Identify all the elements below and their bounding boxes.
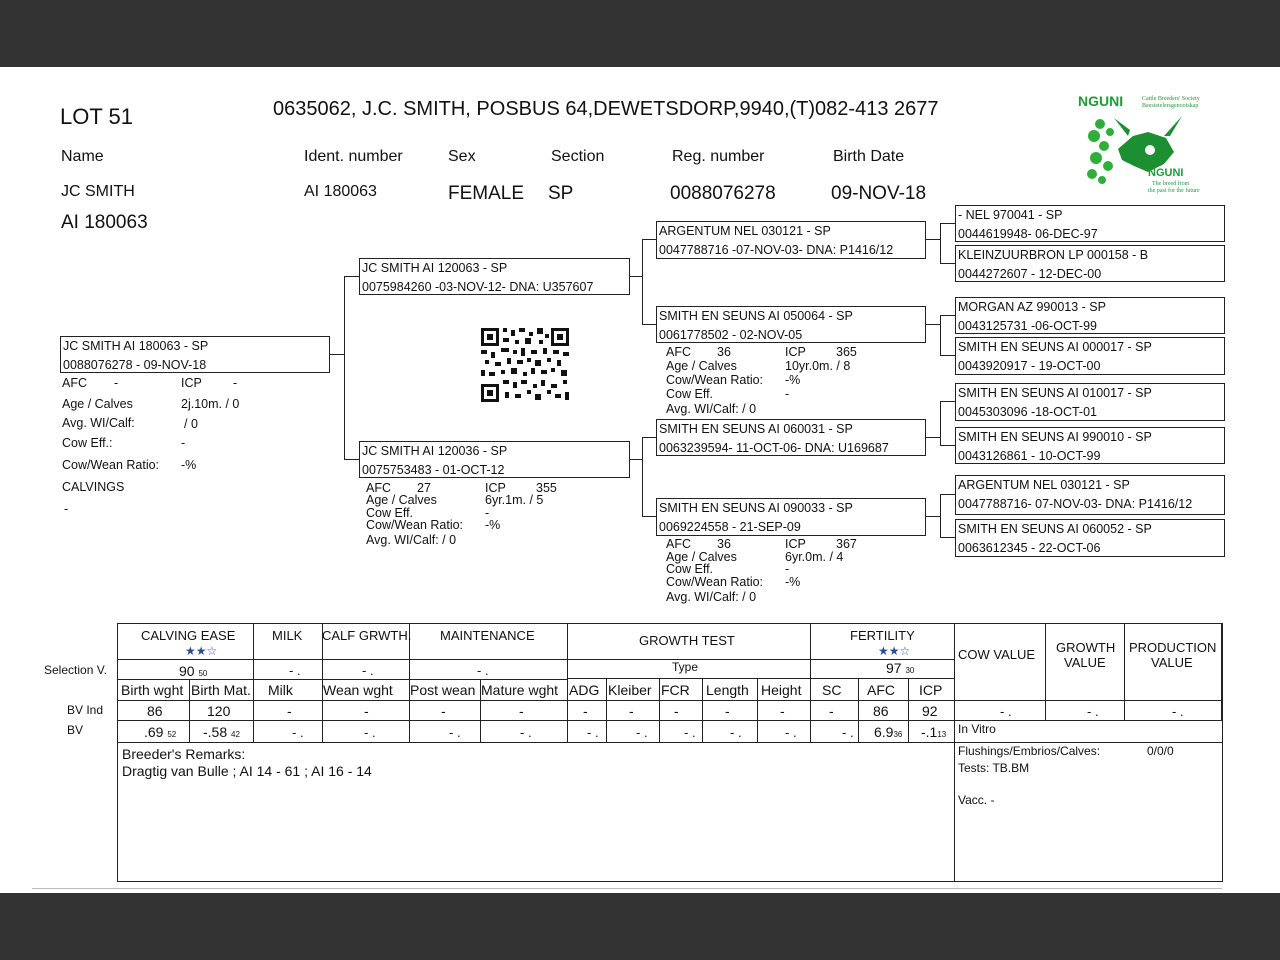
bottom-bar [0, 893, 1280, 960]
group-calving-ease: CALVING EASE [141, 628, 236, 643]
row-label-selection: Selection V. [44, 663, 107, 677]
col-mature-wght: Mature wght [481, 682, 559, 698]
group-growth-test: GROWTH TEST [639, 633, 735, 648]
qr-code [481, 328, 569, 402]
ggp-box: SMITH EN SEUNS AI 000017 - SP 0043920917 - 19-OCT-00 [955, 337, 1225, 375]
vacc-text: Vacc. - [958, 793, 995, 807]
remarks-text: Dragtig van Bulle ; AI 14 - 61 ; AI 16 - 14 [122, 763, 372, 779]
animal-box: JC SMITH AI 180063 - SP 0088076278 - 09-NOV-18 [60, 336, 330, 373]
nguni-logo [1078, 94, 1213, 194]
ind-mature: - [519, 703, 524, 719]
sel-maint: - . [477, 663, 489, 678]
bv-birth-mat: -.58 42 [203, 724, 240, 740]
page-rule [32, 888, 1222, 889]
bv-post-wean: - . [449, 725, 461, 740]
ggp-box: MORGAN AZ 990013 - SP 0043125731 -06-OCT-99 [955, 297, 1225, 334]
ggp-box: SMITH EN SEUNS AI 010017 - SP 0045303096 -18-OCT-01 [955, 383, 1225, 421]
group-maintenance: MAINTENANCE [440, 628, 535, 643]
sel-calving: 90 50 [179, 663, 208, 679]
ind-height: - [780, 703, 785, 719]
col-sc: SC [822, 682, 842, 698]
label-reg: Reg. number [672, 148, 765, 165]
col-birth-mat: Birth Mat. [191, 682, 251, 698]
ind-birth-wght: 86 [147, 703, 163, 719]
ggp-box: SMITH EN SEUNS AI 060052 - SP 0063612345 - 22-OCT-06 [955, 519, 1225, 557]
group-growth-value: GROWTH [1056, 640, 1116, 655]
gp-sire-sire: ARGENTUM NEL 030121 - SP 0047788716 -07-NOV-03- DNA: P1416/12 [656, 221, 926, 259]
bv-mature: - . [520, 725, 532, 740]
ind-production-value: - . [1172, 704, 1184, 719]
label-sex: Sex [448, 148, 476, 165]
sel-fert: 97 30 [886, 660, 915, 676]
ind-sc: - [829, 703, 834, 719]
remarks-label: Breeder's Remarks: [122, 746, 246, 762]
fertility-stars: ★★☆ [878, 644, 911, 658]
value-reg: 0088076278 [670, 183, 776, 204]
ind-kleiber: - [629, 703, 634, 719]
lot-number: LOT 51 [60, 104, 133, 129]
label-ident: Ident. number [304, 148, 403, 165]
dam-box: JC SMITH AI 120036 - SP 0075753483 - 01-OCT-12 [359, 441, 630, 478]
tests-text: Tests: TB.BM [958, 761, 1030, 775]
col-birth-wght: Birth wght [121, 682, 184, 698]
svg-text:Cattle Breeders' Society: Cattle Breeders' Society [1142, 96, 1200, 102]
gp-dam-dam: SMITH EN SEUNS AI 090033 - SP 0069224558 - 21-SEP-09 [656, 498, 926, 536]
svg-text:Beestetelersgenootskap: Beestetelersgenootskap [1142, 103, 1199, 109]
col-milk: Milk [268, 682, 293, 698]
col-wean-wght: Wean wght [323, 682, 393, 698]
bv-birth-wght: .69 52 [144, 724, 177, 740]
group-cow-value: COW VALUE [958, 647, 1036, 662]
ggp-box: SMITH EN SEUNS AI 990010 - SP 0043126861 - 10-OCT-99 [955, 427, 1225, 464]
sire-box: JC SMITH AI 120063 - SP 0075984260 -03-NOV-12- DNA: U357607 [359, 258, 630, 295]
bv-length: - . [730, 725, 742, 740]
ind-cow-value: - . [1000, 704, 1012, 719]
bv-milk: - . [292, 725, 304, 740]
value-name2: AI 180063 [61, 212, 148, 233]
ind-fcr: - [674, 703, 679, 719]
logo-word: NGUNI [1148, 167, 1184, 179]
group-calf-growth: CALF GRWTH. [322, 628, 412, 643]
logo-title: NGUNI [1078, 94, 1124, 109]
value-birth: 09-NOV-18 [831, 183, 927, 204]
sel-milk: - . [289, 663, 301, 678]
flushings-label: Flushings/Embrios/Calves: [958, 744, 1101, 758]
group-milk: MILK [272, 628, 303, 643]
value-section: SP [548, 183, 574, 204]
ggp-box: ARGENTUM NEL 030121 - SP 0047788716- 07-NOV-03- DNA: P1416/12 [955, 475, 1225, 515]
ggp-box: KLEINZUURBRON LP 000158 - B 0044272607 - 12-DEC-00 [955, 245, 1225, 282]
label-birth: Birth Date [833, 148, 905, 165]
ind-afc: 86 [873, 703, 889, 719]
col-length: Length [706, 682, 749, 698]
ind-post-wean: - [441, 703, 446, 719]
bv-wean: - . [364, 725, 376, 740]
col-height: Height [761, 682, 802, 698]
gp-dam-sire: SMITH EN SEUNS AI 060031 - SP 0063239594- 11-OCT-06- DNA: U169687 [656, 419, 926, 456]
value-name: JC SMITH [61, 183, 135, 200]
bv-adg: - . [587, 725, 599, 740]
col-fcr: FCR [661, 682, 690, 698]
bv-kleiber: - . [636, 725, 648, 740]
top-bar [0, 0, 1280, 67]
gp-sire-dam: SMITH EN SEUNS AI 050064 - SP 0061778502 - 02-NOV-05 [656, 306, 926, 343]
row-label-bv: BV [67, 723, 84, 737]
flushings-value: 0/0/0 [1147, 744, 1174, 758]
value-ident: AI 180063 [304, 183, 377, 200]
value-sex: FEMALE [448, 183, 525, 204]
col-adg: ADG [569, 682, 600, 698]
bv-height: - . [785, 725, 797, 740]
breeder-line: 0635062, J.C. SMITH, POSBUS 64,DEWETSDORP,9940,(T)082-413 2677 [273, 98, 939, 120]
svg-text:The breed from: The breed from [1152, 181, 1190, 187]
group-growth-value-2: VALUE [1064, 655, 1106, 670]
calving-ease-stars: ★★☆ [185, 644, 218, 658]
ggp-box: - NEL 970041 - SP 0044619948- 06-DEC-97 [955, 205, 1225, 242]
col-post-wean: Post wean [410, 682, 476, 698]
ind-milk: - [287, 703, 292, 719]
ind-icp: 92 [922, 703, 938, 719]
row-label-bv-ind: BV Ind [67, 703, 104, 717]
bv-fcr: - . [684, 725, 696, 740]
svg-text:the past for the future: the past for the future [1148, 188, 1200, 194]
bv-icp: -.113 [921, 724, 947, 740]
in-vitro-label: In Vitro [958, 722, 996, 736]
ind-length: - [725, 703, 730, 719]
col-kleiber: Kleiber [608, 682, 652, 698]
col-icp: ICP [919, 682, 943, 698]
bv-afc: 6.936 [874, 724, 903, 740]
group-production-value-2: VALUE [1151, 655, 1193, 670]
group-fertility: FERTILITY [850, 628, 915, 643]
bv-sc: - . [842, 725, 854, 740]
ind-growth-value: - . [1087, 704, 1099, 719]
label-name: Name [61, 148, 104, 165]
group-production-value: PRODUCTION [1129, 640, 1217, 655]
ind-wean: - [364, 703, 369, 719]
label-section: Section [551, 148, 605, 165]
sel-calf: - . [362, 663, 374, 678]
type-label: Type [672, 660, 699, 674]
ind-birth-mat: 120 [207, 703, 231, 719]
ind-adg: - [583, 703, 588, 719]
col-afc: AFC [867, 682, 895, 698]
